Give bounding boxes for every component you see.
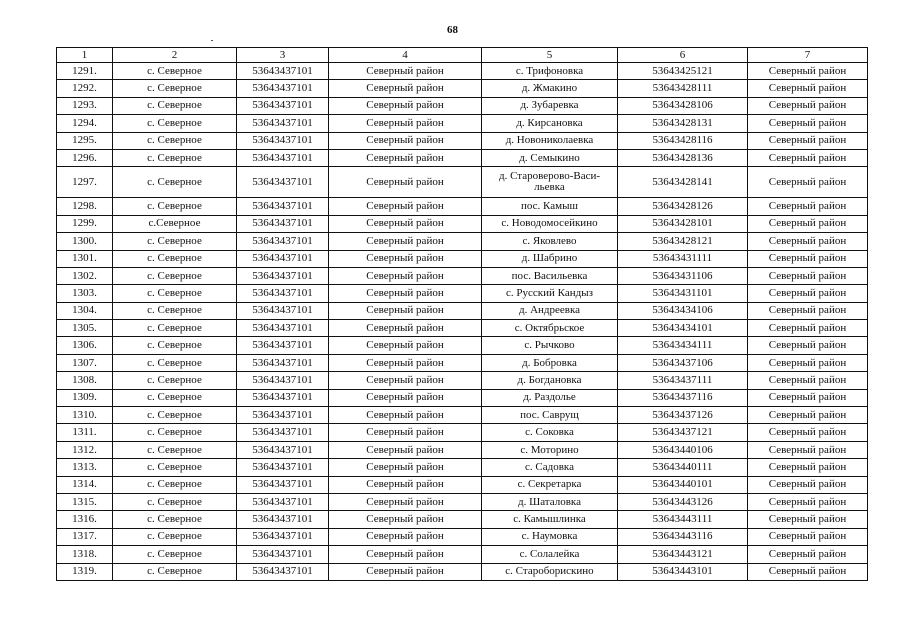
settlement-name-cell: с. Русский Кандыз — [482, 285, 618, 302]
settlement-name-cell: д. Зубаревка — [482, 97, 618, 114]
center-oktmo-cell: 53643437101 — [237, 198, 329, 215]
center-oktmo-cell: 53643437101 — [237, 115, 329, 132]
center-district-cell: Северный район — [329, 441, 482, 458]
center-name-cell: с. Северное — [113, 80, 237, 97]
settlement-name-cell: д. Шабрино — [482, 250, 618, 267]
row-number-cell: 1305. — [57, 320, 113, 337]
settlement-oktmo-cell: 53643428131 — [618, 115, 748, 132]
center-name-cell: с. Северное — [113, 115, 237, 132]
settlement-district-cell: Северный район — [748, 97, 868, 114]
row-number-cell: 1311. — [57, 424, 113, 441]
center-district-cell: Северный район — [329, 215, 482, 232]
center-district-cell: Северный район — [329, 167, 482, 198]
settlement-oktmo-cell: 53643437111 — [618, 372, 748, 389]
settlement-district-cell: Северный район — [748, 389, 868, 406]
settlement-district-cell: Северный район — [748, 250, 868, 267]
settlement-name-cell: д. Шаталовка — [482, 493, 618, 510]
center-name-cell: с. Северное — [113, 250, 237, 267]
settlement-district-cell: Северный район — [748, 528, 868, 545]
settlement-name-cell: д. Кирсановка — [482, 115, 618, 132]
settlement-district-cell: Северный район — [748, 115, 868, 132]
settlement-district-cell: Северный район — [748, 546, 868, 563]
center-oktmo-cell: 53643437101 — [237, 233, 329, 250]
settlement-oktmo-cell: 53643443111 — [618, 511, 748, 528]
settlement-name-cell: с. Солалейка — [482, 546, 618, 563]
center-name-cell: с. Северное — [113, 493, 237, 510]
center-name-cell: с. Северное — [113, 167, 237, 198]
row-number-cell: 1313. — [57, 459, 113, 476]
center-district-cell: Северный район — [329, 63, 482, 80]
center-name-cell: с. Северное — [113, 97, 237, 114]
settlement-district-cell: Северный район — [748, 132, 868, 149]
center-name-cell: с. Северное — [113, 563, 237, 580]
center-name-cell: с. Северное — [113, 320, 237, 337]
row-number-cell: 1314. — [57, 476, 113, 493]
row-number-cell: 1294. — [57, 115, 113, 132]
center-oktmo-cell: 53643437101 — [237, 407, 329, 424]
table-row — [57, 149, 868, 166]
row-number-cell: 1307. — [57, 354, 113, 371]
settlement-district-cell: Северный район — [748, 563, 868, 580]
row-number-cell: 1318. — [57, 546, 113, 563]
settlement-oktmo-cell: 53643428126 — [618, 198, 748, 215]
settlement-district-cell: Северный район — [748, 407, 868, 424]
scan-speck — [211, 40, 213, 41]
column-header: 5 — [482, 48, 618, 63]
settlement-district-cell: Северный район — [748, 302, 868, 319]
settlement-district-cell: Северный район — [748, 459, 868, 476]
settlement-oktmo-cell: 53643440106 — [618, 441, 748, 458]
row-number-cell: 1306. — [57, 337, 113, 354]
settlement-name-cell: д. Бобровка — [482, 354, 618, 371]
settlement-name-cell: с. Яковлево — [482, 233, 618, 250]
settlement-oktmo-cell: 53643428101 — [618, 215, 748, 232]
table-row — [57, 320, 868, 337]
center-name-cell: с. Северное — [113, 546, 237, 563]
settlement-district-cell: Северный район — [748, 476, 868, 493]
settlement-oktmo-cell: 53643434101 — [618, 320, 748, 337]
settlement-district-cell: Северный район — [748, 215, 868, 232]
column-header: 4 — [329, 48, 482, 63]
table-row — [57, 389, 868, 406]
center-district-cell: Северный район — [329, 476, 482, 493]
center-oktmo-cell: 53643437101 — [237, 441, 329, 458]
table-row — [57, 233, 868, 250]
center-district-cell: Северный район — [329, 250, 482, 267]
settlement-oktmo-cell: 53643437121 — [618, 424, 748, 441]
column-header: 7 — [748, 48, 868, 63]
center-oktmo-cell: 53643437101 — [237, 389, 329, 406]
center-district-cell: Северный район — [329, 320, 482, 337]
settlement-oktmo-cell: 53643437116 — [618, 389, 748, 406]
center-name-cell: с.Северное — [113, 215, 237, 232]
center-name-cell: с. Северное — [113, 302, 237, 319]
center-oktmo-cell: 53643437101 — [237, 546, 329, 563]
center-name-cell: с. Северное — [113, 267, 237, 284]
center-district-cell: Северный район — [329, 424, 482, 441]
settlement-district-cell: Северный район — [748, 320, 868, 337]
table-row — [57, 441, 868, 458]
settlement-district-cell: Северный район — [748, 493, 868, 510]
table-row — [57, 546, 868, 563]
table-row — [57, 511, 868, 528]
settlement-name-cell: д. Староверово-Васи-льевка — [482, 167, 618, 198]
center-name-cell: с. Северное — [113, 337, 237, 354]
settlement-name-cell: с. Садовка — [482, 459, 618, 476]
settlement-district-cell: Северный район — [748, 267, 868, 284]
settlement-name-cell: с. Трифоновка — [482, 63, 618, 80]
center-district-cell: Северный район — [329, 372, 482, 389]
settlement-name-cell: с. Соковка — [482, 424, 618, 441]
settlement-district-cell: Северный район — [748, 149, 868, 166]
center-district-cell: Северный район — [329, 354, 482, 371]
settlement-oktmo-cell: 53643428121 — [618, 233, 748, 250]
table-body — [57, 63, 868, 581]
settlement-oktmo-cell: 53643443121 — [618, 546, 748, 563]
center-district-cell: Северный район — [329, 528, 482, 545]
center-district-cell: Северный район — [329, 115, 482, 132]
center-name-cell: с. Северное — [113, 285, 237, 302]
center-oktmo-cell: 53643437101 — [237, 459, 329, 476]
table-row — [57, 132, 868, 149]
table-row — [57, 80, 868, 97]
table-row — [57, 493, 868, 510]
settlement-district-cell: Северный район — [748, 372, 868, 389]
center-oktmo-cell: 53643437101 — [237, 167, 329, 198]
row-number-cell: 1315. — [57, 493, 113, 510]
row-number-cell: 1302. — [57, 267, 113, 284]
settlement-district-cell: Северный район — [748, 198, 868, 215]
center-oktmo-cell: 53643437101 — [237, 215, 329, 232]
settlement-district-cell: Северный район — [748, 511, 868, 528]
row-number-cell: 1312. — [57, 441, 113, 458]
settlement-name-cell: с. Камышлинка — [482, 511, 618, 528]
row-number-cell: 1297. — [57, 167, 113, 198]
table-row — [57, 563, 868, 580]
center-district-cell: Северный район — [329, 285, 482, 302]
row-number-cell: 1301. — [57, 250, 113, 267]
center-name-cell: с. Северное — [113, 476, 237, 493]
center-name-cell: с. Северное — [113, 63, 237, 80]
settlements-table — [56, 47, 868, 581]
settlement-name-cell: с. Моторино — [482, 441, 618, 458]
settlement-oktmo-cell: 53643443101 — [618, 563, 748, 580]
center-district-cell: Северный район — [329, 198, 482, 215]
settlement-oktmo-cell: 53643443116 — [618, 528, 748, 545]
settlement-district-cell: Северный район — [748, 167, 868, 198]
settlement-name-cell: с. Октябрьское — [482, 320, 618, 337]
center-oktmo-cell: 53643437101 — [237, 476, 329, 493]
center-oktmo-cell: 53643437101 — [237, 132, 329, 149]
row-number-cell: 1310. — [57, 407, 113, 424]
settlement-oktmo-cell: 53643428111 — [618, 80, 748, 97]
center-district-cell: Северный район — [329, 511, 482, 528]
row-number-cell: 1295. — [57, 132, 113, 149]
center-district-cell: Северный район — [329, 407, 482, 424]
center-name-cell: с. Северное — [113, 354, 237, 371]
center-district-cell: Северный район — [329, 563, 482, 580]
row-number-cell: 1308. — [57, 372, 113, 389]
center-oktmo-cell: 53643437101 — [237, 250, 329, 267]
table-row — [57, 337, 868, 354]
center-district-cell: Северный район — [329, 459, 482, 476]
center-district-cell: Северный район — [329, 389, 482, 406]
row-number-cell: 1304. — [57, 302, 113, 319]
settlement-name-cell: д. Семыкино — [482, 149, 618, 166]
settlement-name-cell: с. Рычково — [482, 337, 618, 354]
row-number-cell: 1299. — [57, 215, 113, 232]
table-row — [57, 476, 868, 493]
settlement-name-cell: с. Наумовка — [482, 528, 618, 545]
settlement-district-cell: Северный район — [748, 337, 868, 354]
center-name-cell: с. Северное — [113, 132, 237, 149]
column-header: 2 — [113, 48, 237, 63]
table-row — [57, 528, 868, 545]
column-header: 1 — [57, 48, 113, 63]
settlement-name-cell: с. Секретарка — [482, 476, 618, 493]
table-row — [57, 354, 868, 371]
row-number-cell: 1316. — [57, 511, 113, 528]
table-row — [57, 97, 868, 114]
center-oktmo-cell: 53643437101 — [237, 285, 329, 302]
settlement-name-cell: пос. Камыш — [482, 198, 618, 215]
center-district-cell: Северный район — [329, 97, 482, 114]
settlement-district-cell: Северный район — [748, 424, 868, 441]
settlement-name-cell: пос. Васильевка — [482, 267, 618, 284]
center-oktmo-cell: 53643437101 — [237, 354, 329, 371]
row-number-cell: 1298. — [57, 198, 113, 215]
column-header: 6 — [618, 48, 748, 63]
row-number-cell: 1293. — [57, 97, 113, 114]
center-oktmo-cell: 53643437101 — [237, 528, 329, 545]
settlement-name-cell: д. Новониколаевка — [482, 132, 618, 149]
center-oktmo-cell: 53643437101 — [237, 267, 329, 284]
row-number-cell: 1309. — [57, 389, 113, 406]
center-oktmo-cell: 53643437101 — [237, 320, 329, 337]
settlement-name-cell: пос. Саврущ — [482, 407, 618, 424]
center-oktmo-cell: 53643437101 — [237, 372, 329, 389]
settlement-oktmo-cell: 53643440101 — [618, 476, 748, 493]
settlement-oktmo-cell: 53643428116 — [618, 132, 748, 149]
center-district-cell: Северный район — [329, 546, 482, 563]
row-number-cell: 1303. — [57, 285, 113, 302]
center-oktmo-cell: 53643437101 — [237, 97, 329, 114]
settlement-district-cell: Северный район — [748, 441, 868, 458]
center-name-cell: с. Северное — [113, 198, 237, 215]
center-oktmo-cell: 53643437101 — [237, 63, 329, 80]
settlement-name-cell: с. Староборискино — [482, 563, 618, 580]
settlement-oktmo-cell: 53643434106 — [618, 302, 748, 319]
settlement-district-cell: Северный район — [748, 285, 868, 302]
settlement-district-cell: Северный район — [748, 80, 868, 97]
center-name-cell: с. Северное — [113, 528, 237, 545]
table-row — [57, 459, 868, 476]
settlement-name-cell: д. Андреевка — [482, 302, 618, 319]
center-name-cell: с. Северное — [113, 441, 237, 458]
center-district-cell: Северный район — [329, 132, 482, 149]
settlement-oktmo-cell: 53643437106 — [618, 354, 748, 371]
center-district-cell: Северный район — [329, 233, 482, 250]
settlement-oktmo-cell: 53643431101 — [618, 285, 748, 302]
center-name-cell: с. Северное — [113, 149, 237, 166]
table-row — [57, 285, 868, 302]
center-district-cell: Северный район — [329, 302, 482, 319]
column-header: 3 — [237, 48, 329, 63]
center-name-cell: с. Северное — [113, 459, 237, 476]
row-number-cell: 1300. — [57, 233, 113, 250]
settlement-oktmo-cell: 53643428136 — [618, 149, 748, 166]
table-row — [57, 198, 868, 215]
table-row — [57, 250, 868, 267]
settlement-oktmo-cell: 53643440111 — [618, 459, 748, 476]
settlement-oktmo-cell: 53643431111 — [618, 250, 748, 267]
table-row — [57, 115, 868, 132]
settlement-district-cell: Северный район — [748, 233, 868, 250]
center-district-cell: Северный район — [329, 80, 482, 97]
table-row — [57, 424, 868, 441]
settlement-oktmo-cell: 53643437126 — [618, 407, 748, 424]
center-name-cell: с. Северное — [113, 233, 237, 250]
settlement-name-cell: с. Новодомосейкино — [482, 215, 618, 232]
settlement-district-cell: Северный район — [748, 63, 868, 80]
settlement-oktmo-cell: 53643443126 — [618, 493, 748, 510]
settlement-district-cell: Северный район — [748, 354, 868, 371]
center-name-cell: с. Северное — [113, 407, 237, 424]
center-district-cell: Северный район — [329, 267, 482, 284]
settlement-name-cell: д. Раздолье — [482, 389, 618, 406]
table-row — [57, 267, 868, 284]
center-oktmo-cell: 53643437101 — [237, 511, 329, 528]
table-row — [57, 63, 868, 80]
table-header-row — [57, 48, 868, 63]
row-number-cell: 1319. — [57, 563, 113, 580]
settlement-oktmo-cell: 53643428106 — [618, 97, 748, 114]
center-name-cell: с. Северное — [113, 511, 237, 528]
row-number-cell: 1292. — [57, 80, 113, 97]
table-row — [57, 372, 868, 389]
center-name-cell: с. Северное — [113, 424, 237, 441]
center-oktmo-cell: 53643437101 — [237, 149, 329, 166]
center-name-cell: с. Северное — [113, 372, 237, 389]
row-number-cell: 1296. — [57, 149, 113, 166]
settlement-name-cell: д. Богдановка — [482, 372, 618, 389]
center-name-cell: с. Северное — [113, 389, 237, 406]
settlement-oktmo-cell: 53643434111 — [618, 337, 748, 354]
center-oktmo-cell: 53643437101 — [237, 493, 329, 510]
settlement-oktmo-cell: 53643431106 — [618, 267, 748, 284]
settlement-name-cell: д. Жмакино — [482, 80, 618, 97]
table-row — [57, 215, 868, 232]
center-district-cell: Северный район — [329, 493, 482, 510]
table-row — [57, 407, 868, 424]
page-number: 68 — [447, 24, 458, 36]
table-row — [57, 167, 868, 198]
settlement-oktmo-cell: 53643428141 — [618, 167, 748, 198]
center-oktmo-cell: 53643437101 — [237, 424, 329, 441]
settlement-oktmo-cell: 53643425121 — [618, 63, 748, 80]
center-oktmo-cell: 53643437101 — [237, 563, 329, 580]
table-row — [57, 302, 868, 319]
row-number-cell: 1291. — [57, 63, 113, 80]
center-oktmo-cell: 53643437101 — [237, 302, 329, 319]
center-district-cell: Северный район — [329, 149, 482, 166]
row-number-cell: 1317. — [57, 528, 113, 545]
center-oktmo-cell: 53643437101 — [237, 80, 329, 97]
center-district-cell: Северный район — [329, 337, 482, 354]
center-oktmo-cell: 53643437101 — [237, 337, 329, 354]
